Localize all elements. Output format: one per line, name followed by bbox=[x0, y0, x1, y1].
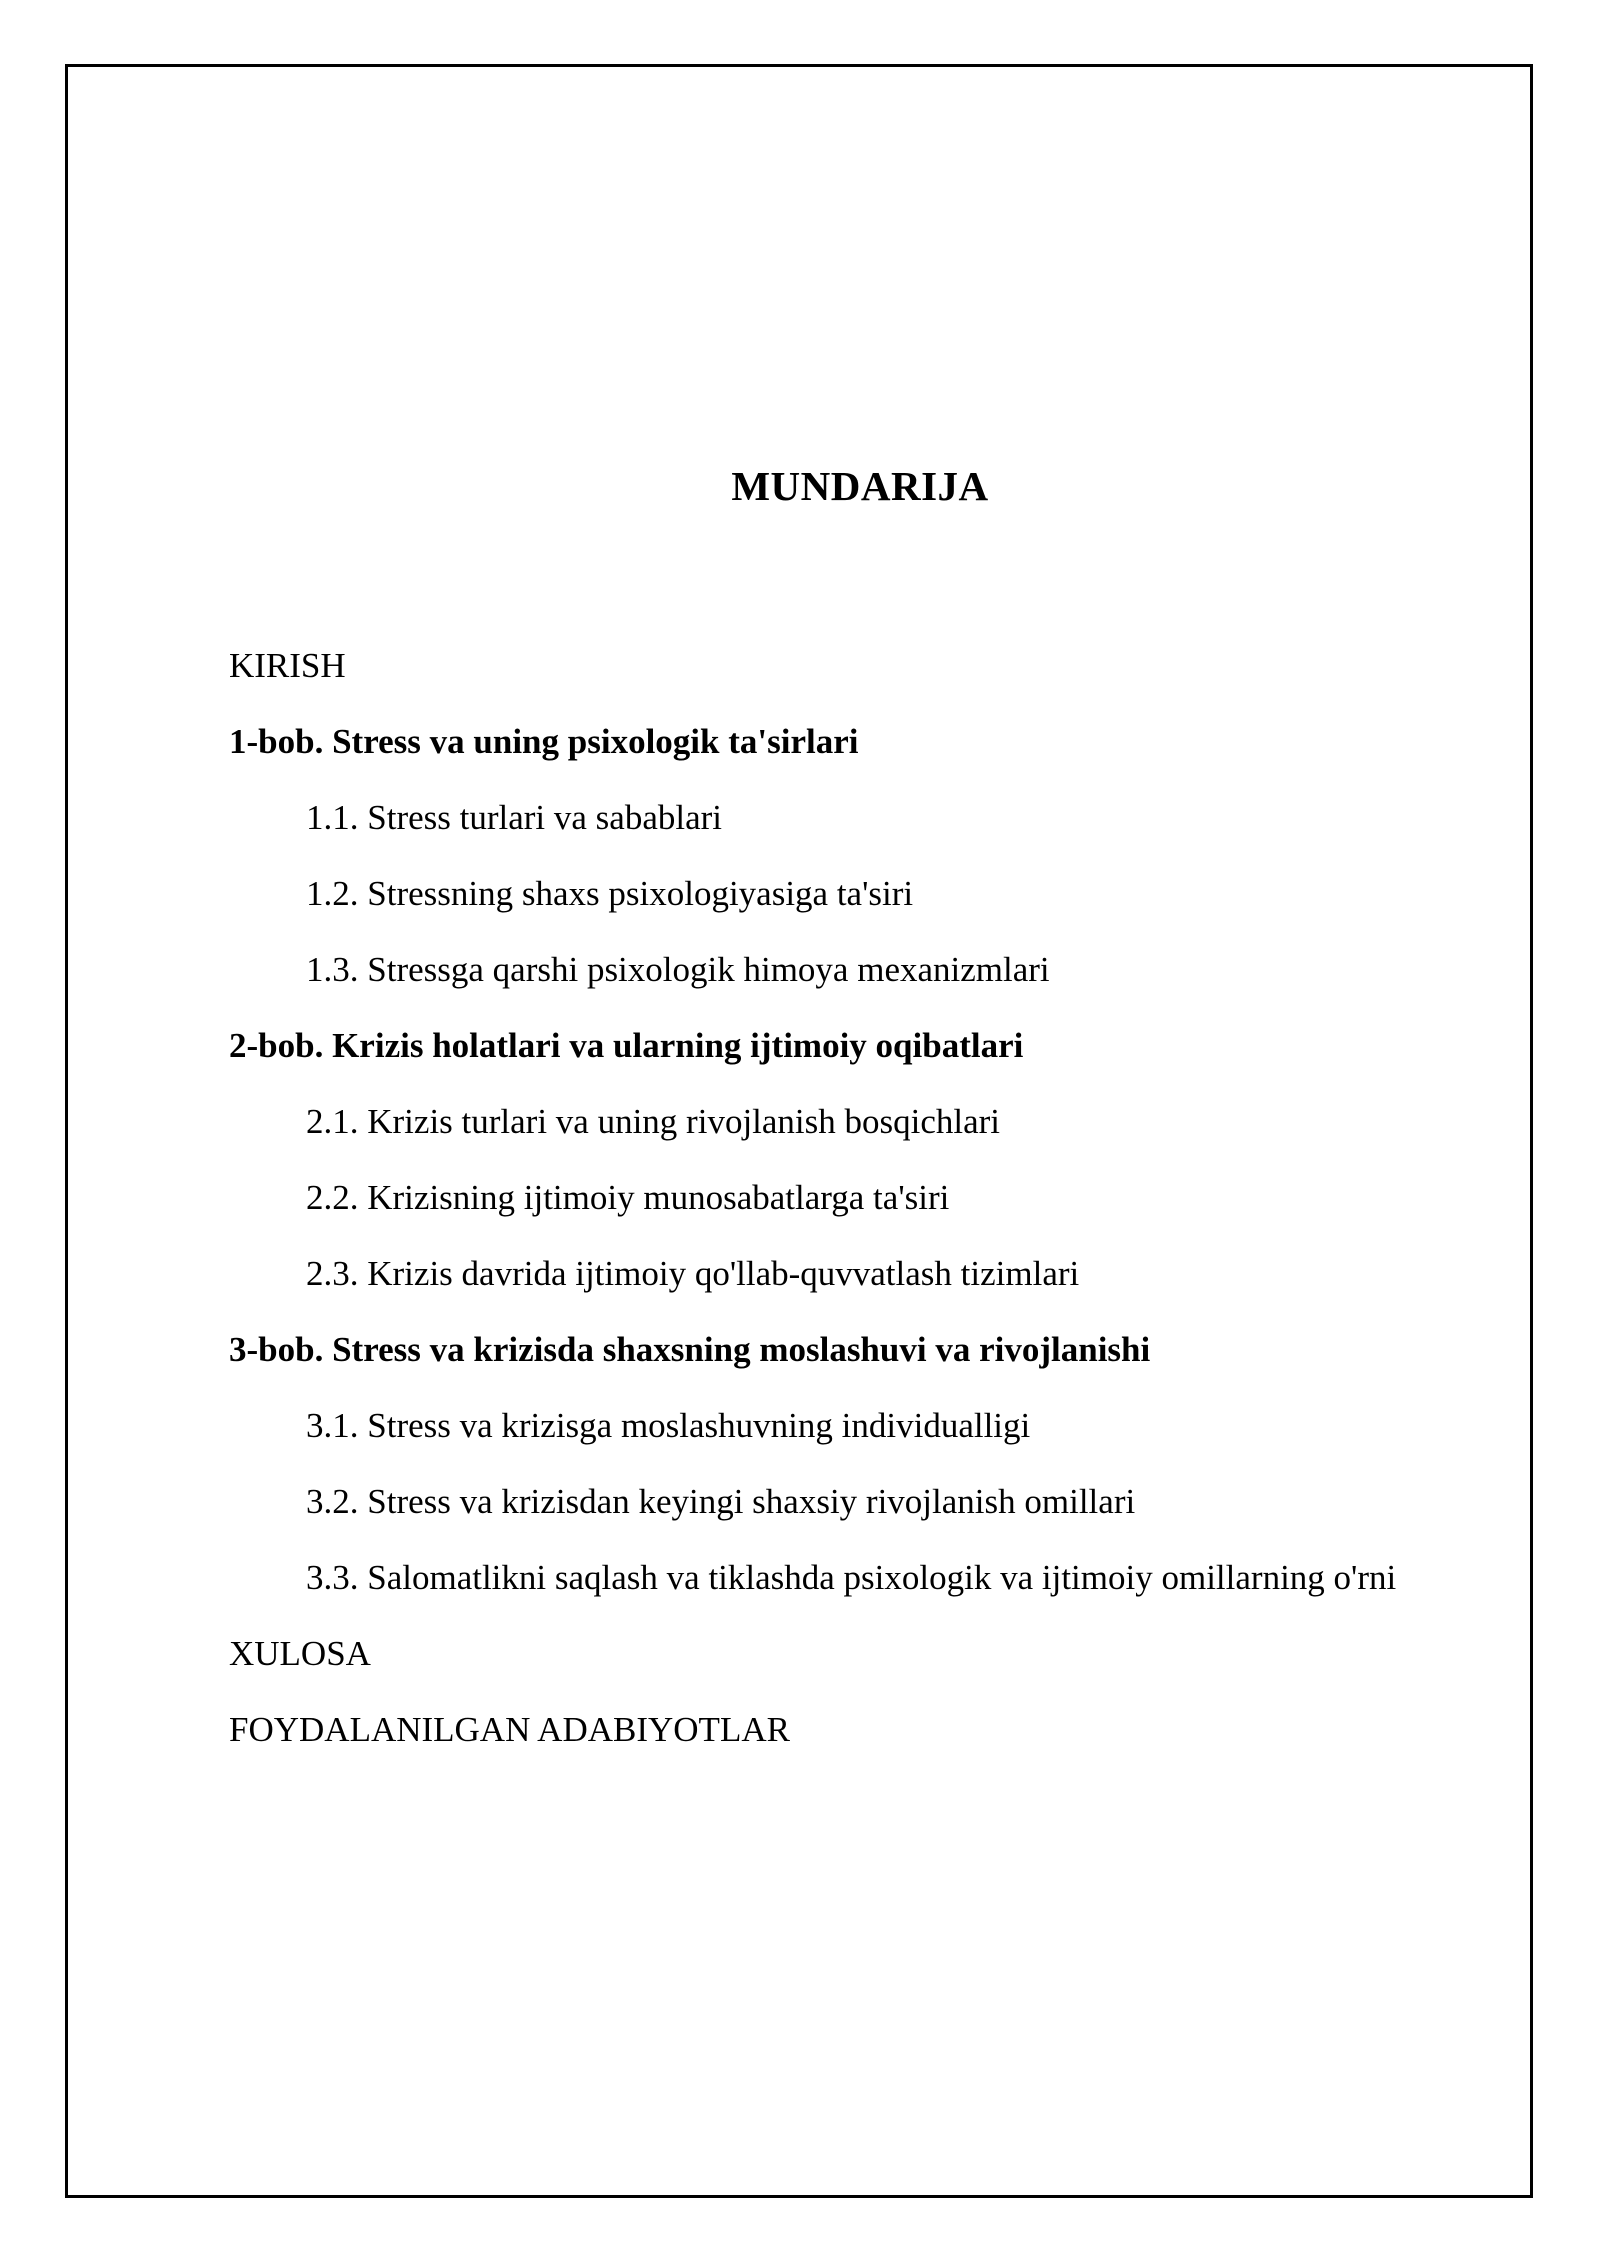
toc-section-1-1: 1.1. Stress turlari va sabablari bbox=[306, 798, 723, 837]
toc-section-1-3: 1.3. Stressga qarshi psixologik himoya mexanizmlari bbox=[306, 950, 1050, 989]
toc-section-2-1: 2.1. Krizis turlari va uning rivojlanish bosqichlari bbox=[306, 1102, 1001, 1141]
toc-section-3-3: 3.3. Salomatlikni saqlash va tiklashda psixologik va ijtimoiy omillarning o'rni bbox=[306, 1558, 1397, 1597]
toc-item-kirish: KIRISH bbox=[229, 646, 346, 685]
toc-chapter-1: 1-bob. Stress va uning psixologik ta'sirlari bbox=[229, 722, 859, 761]
toc-section-3-2: 3.2. Stress va krizisdan keyingi shaxsiy rivojlanish omillari bbox=[306, 1482, 1136, 1521]
toc-chapter-3: 3-bob. Stress va krizisda shaxsning moslashuvi va rivojlanishi bbox=[229, 1330, 1151, 1369]
toc-chapter-2: 2-bob. Krizis holatlari va ularning ijtimoiy oqibatlari bbox=[229, 1026, 1024, 1065]
toc-item-adabiyotlar: FOYDALANILGAN ADABIYOTLAR bbox=[229, 1710, 790, 1749]
table-of-contents bbox=[229, 642, 1519, 1782]
toc-item-xulosa: XULOSA bbox=[229, 1634, 371, 1673]
page-title: MUNDARIJA bbox=[731, 463, 989, 509]
toc-section-1-2: 1.2. Stressning shaxs psixologiyasiga ta'siri bbox=[306, 874, 914, 913]
toc-section-2-2: 2.2. Krizisning ijtimoiy munosabatlarga ta'siri bbox=[306, 1178, 950, 1217]
toc-section-2-3: 2.3. Krizis davrida ijtimoiy qo'llab-quvvatlash tizimlari bbox=[306, 1254, 1080, 1293]
toc-section-3-1: 3.1. Stress va krizisga moslashuvning individualligi bbox=[306, 1406, 1031, 1445]
